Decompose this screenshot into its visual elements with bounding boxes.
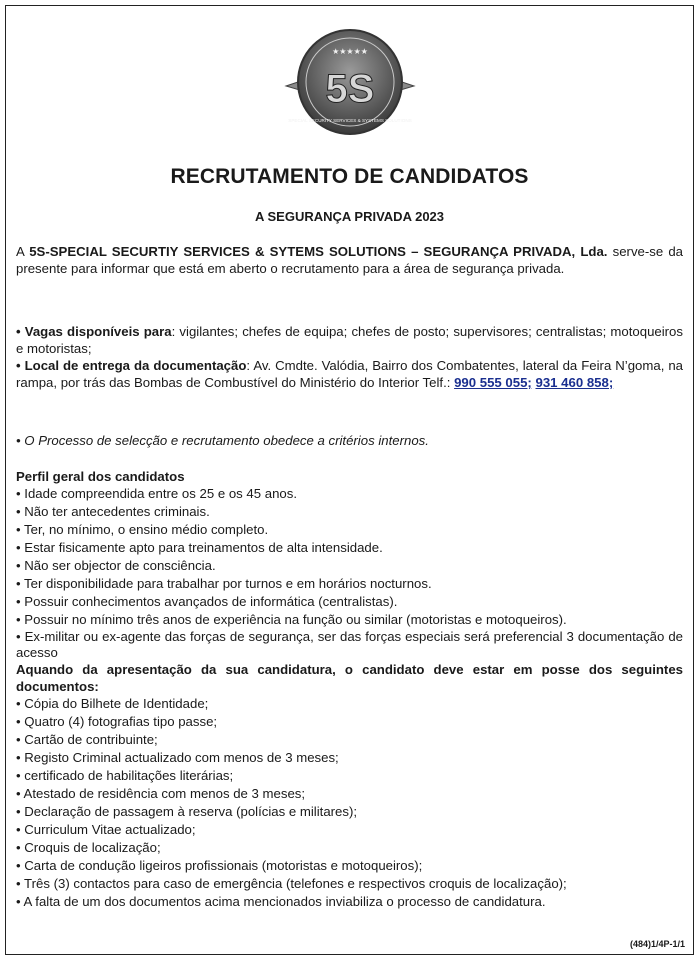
vacancies-text: : vigilantes; chefes de equipa; chefes de posto; supervisores; centralistas; motoqueiros e motoristas;: [16, 324, 683, 356]
profile-list: [16, 485, 683, 661]
requirements-section: [16, 468, 683, 911]
intro-text: serve-se da presente para informar que está em aberto o recrutamento para a área de segurança privada.: [16, 244, 684, 276]
intro-prefix: A: [16, 244, 30, 259]
documents-list: [16, 695, 683, 911]
profile-item: • Não ser objector de consciência.: [16, 558, 216, 573]
document-item: • Carta de condução ligeiros profissionais (motoristas e motoqueiros);: [16, 858, 423, 873]
profile-item: • Ter, no mínimo, o ensino médio completo.: [16, 522, 269, 537]
document-item: • Declaração de passagem à reserva (polícias e militares);: [16, 804, 358, 819]
profile-item: • Estar fisicamente apto para treinamentos de alta intensidade.: [16, 540, 383, 555]
vacancies-label: • Vagas disponíveis para: [16, 324, 172, 339]
selection-process-note: • O Processo de selecção e recrutamento obedece a critérios internos.: [16, 433, 429, 448]
profile-item: • Idade compreendida entre os 25 e os 45 anos.: [16, 486, 298, 501]
profile-item: • Possuir no mínimo três anos de experiência na função ou similar (motoristas e motoqueiros).: [16, 612, 567, 627]
delivery-location-line: [16, 357, 683, 391]
document-item: • Croquis de localização;: [16, 840, 161, 855]
document-item: • Quatro (4) fotografias tipo passe;: [16, 714, 218, 729]
profile-item: • Possuir conhecimentos avançados de informática (centralistas).: [16, 594, 398, 609]
documents-heading: Aquando da apresentação da sua candidatura, o candidato deve estar em posse dos seguintes documentos:: [16, 662, 683, 694]
delivery-location-text: : Av. Cmdte. Valódia, Bairro dos Combatentes, lateral da Feira N’goma, na rampa, por trás das Bombas de Combustível do Ministério do Interior Telf.:: [16, 358, 683, 390]
company-name: 5S-SPECIAL SECURTIY SERVICES & SYTEMS SOLUTIONS – SEGURANÇA PRIVADA, Lda.: [29, 244, 608, 259]
document-item: • Três (3) contactos para caso de emergência (telefones e respectivos croquis de localização);: [16, 876, 567, 891]
profile-item: • Ter disponibilidade para trabalhar por turnos e em horários nocturnos.: [16, 576, 432, 591]
page-title: RECRUTAMENTO DE CANDIDATOS: [170, 165, 529, 188]
document-item: • Curriculum Vitae actualizado;: [16, 822, 196, 837]
logo-ring-text: SPECIAL SECURITY SERVICES & SYSTEMS SOLUTIONS: [287, 118, 412, 123]
document-item: • Atestado de residência com menos de 3 meses;: [16, 786, 306, 801]
intro-paragraph: [16, 243, 683, 277]
reference-code: (484)1/4P-1/1: [629, 939, 685, 949]
phone-number-2[interactable]: 931 460 858;: [535, 375, 614, 390]
company-logo: [282, 24, 418, 144]
vacancies-section: [16, 323, 683, 391]
document-item: • certificado de habilitações literárias;: [16, 768, 234, 783]
phone-number-1[interactable]: 990 555 055;: [454, 375, 532, 390]
logo-container: [6, 24, 693, 144]
document-item: • Registo Criminal actualizado com menos de 3 meses;: [16, 750, 339, 765]
document-item: • Cartão de contribuinte;: [16, 732, 158, 747]
document-item: • Cópia do Bilhete de Identidade;: [16, 696, 209, 711]
profile-item: • Ex-militar ou ex-agente das forças de segurança, ser das forças especiais será preferencial 3 documentação de acesso: [16, 629, 683, 660]
page-subtitle: A SEGURANÇA PRIVADA 2023: [254, 209, 445, 224]
profile-heading: Perfil geral dos candidatos: [16, 469, 185, 484]
logo-stars: ★★★★★: [331, 47, 368, 56]
vacancies-line: [16, 323, 683, 357]
advertisement-frame: [5, 5, 694, 955]
profile-item: • Não ter antecedentes criminais.: [16, 504, 210, 519]
logo-5s-text: 5S: [325, 67, 374, 111]
document-item: • A falta de um dos documentos acima mencionados inviabiliza o processo de candidatura.: [16, 894, 546, 909]
delivery-location-label: • Local de entrega da documentação: [16, 358, 247, 373]
